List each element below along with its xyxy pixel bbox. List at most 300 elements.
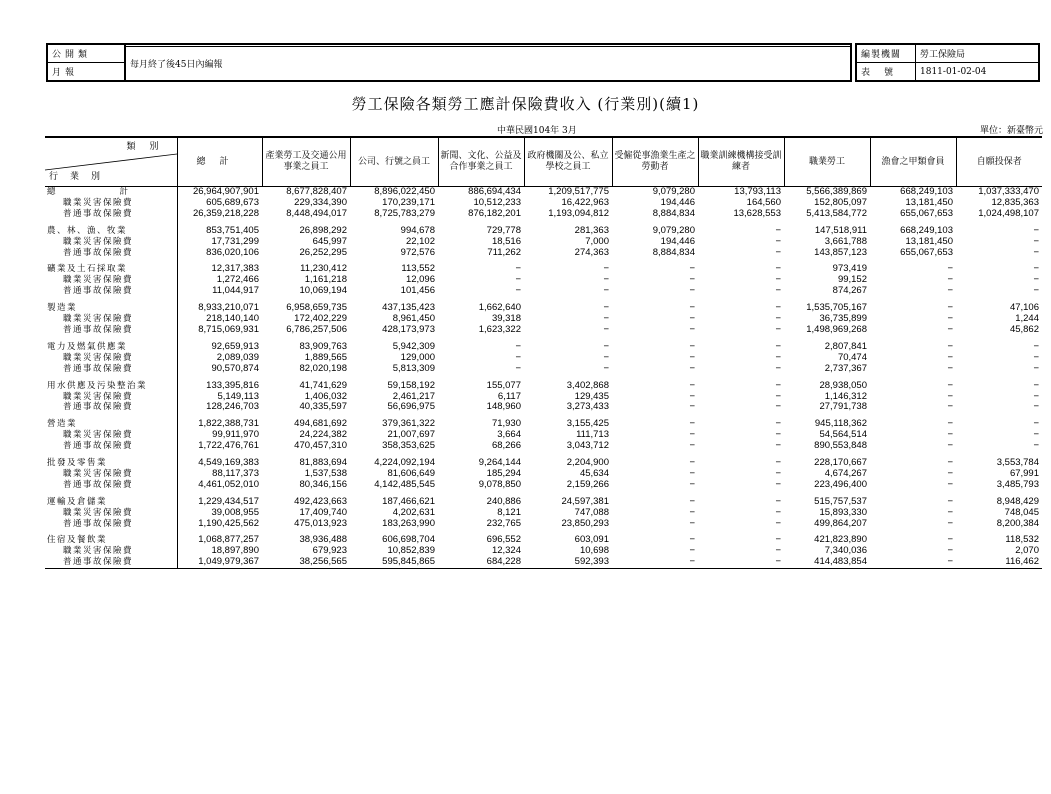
value-cell: 5,413,584,772 bbox=[806, 207, 867, 219]
value-cell: − bbox=[689, 362, 695, 374]
value-cell: 16,422,963 bbox=[561, 196, 609, 208]
premium-type-label: 普通事故保險費 bbox=[63, 402, 134, 413]
value-cell: 111,713 bbox=[576, 429, 609, 441]
value-cell: 994,678 bbox=[400, 224, 435, 236]
value-cell: 358,353,625 bbox=[382, 440, 435, 452]
value-cell: 3,485,793 bbox=[996, 478, 1039, 490]
value-cell: − bbox=[775, 506, 781, 518]
value-cell: 5,566,389,869 bbox=[806, 186, 867, 197]
header-label-agency: 編製機關 bbox=[857, 45, 916, 63]
value-cell: 70,474 bbox=[837, 351, 867, 363]
value-cell: 4,224,092,194 bbox=[374, 457, 435, 469]
value-cell: 194,446 bbox=[660, 196, 695, 208]
value-cell: 3,664 bbox=[497, 429, 521, 441]
value-cell: 8,448,494,017 bbox=[286, 207, 347, 219]
industry-name: 總計 bbox=[47, 187, 193, 197]
value-cell: − bbox=[689, 534, 695, 546]
value-cell: − bbox=[689, 379, 695, 391]
value-cell: 4,142,485,545 bbox=[374, 478, 435, 490]
value-cell: − bbox=[689, 285, 695, 297]
value-cell: 26,964,907,901 bbox=[177, 187, 262, 198]
value-cell: 606,698,704 bbox=[382, 534, 435, 546]
value-cell: 379,361,322 bbox=[382, 418, 435, 430]
industry-name: 製造業 bbox=[47, 303, 78, 314]
value-cell: 17,409,740 bbox=[299, 506, 347, 518]
table-row bbox=[45, 535, 1042, 546]
value-cell: − bbox=[603, 285, 609, 297]
value-cell: 82,020,198 bbox=[299, 362, 347, 374]
value-cell: − bbox=[1033, 340, 1039, 352]
value-cell: 59,158,192 bbox=[387, 379, 435, 391]
value-cell: 4,461,052,010 bbox=[177, 480, 262, 491]
value-cell: − bbox=[775, 401, 781, 413]
value-cell: − bbox=[775, 340, 781, 352]
value-cell: 9,079,280 bbox=[652, 186, 695, 197]
value-cell: 22,102 bbox=[405, 235, 435, 247]
value-cell: 83,909,763 bbox=[299, 340, 347, 352]
value-cell: 24,597,381 bbox=[561, 495, 609, 507]
value-cell: − bbox=[603, 313, 609, 325]
value-cell: − bbox=[689, 440, 695, 452]
value-cell: 1,229,434,517 bbox=[177, 497, 262, 508]
value-cell: 155,077 bbox=[486, 379, 521, 391]
premium-type-label: 職業災害保險費 bbox=[63, 236, 134, 247]
value-cell: 12,835,363 bbox=[991, 196, 1039, 208]
value-cell: − bbox=[689, 506, 695, 518]
value-cell: − bbox=[947, 418, 953, 430]
value-cell: 5,813,309 bbox=[392, 362, 435, 374]
value-cell: − bbox=[775, 440, 781, 452]
value-cell: 8,725,783,279 bbox=[374, 207, 435, 219]
value-cell: − bbox=[689, 495, 695, 507]
value-cell: − bbox=[1033, 285, 1039, 297]
value-cell: 13,628,553 bbox=[733, 207, 781, 219]
value-cell: 170,239,171 bbox=[382, 196, 435, 208]
industry-name: 批發及零售業 bbox=[47, 458, 108, 469]
premium-type-label: 職業災害保險費 bbox=[63, 507, 134, 518]
value-cell: 3,155,425 bbox=[566, 418, 609, 430]
value-cell: 148,960 bbox=[486, 401, 521, 413]
value-cell: 853,751,405 bbox=[177, 226, 262, 237]
value-cell: 876,182,201 bbox=[468, 207, 521, 219]
table-row bbox=[45, 392, 1042, 403]
table-row bbox=[45, 237, 1042, 248]
value-cell: 1,146,312 bbox=[824, 390, 867, 402]
premium-type-label: 職業災害保險費 bbox=[63, 430, 134, 441]
value-cell: 945,118,362 bbox=[814, 418, 867, 430]
value-cell: − bbox=[689, 545, 695, 557]
value-cell: 668,249,103 bbox=[900, 224, 953, 236]
column-header: 總計 bbox=[177, 137, 262, 187]
value-cell: − bbox=[1033, 390, 1039, 402]
header-left-values bbox=[125, 43, 852, 82]
value-cell: 668,249,103 bbox=[900, 186, 953, 197]
value-cell: 38,256,565 bbox=[262, 557, 350, 568]
table-row bbox=[45, 557, 1042, 568]
value-cell: − bbox=[689, 517, 695, 529]
value-cell: − bbox=[689, 429, 695, 441]
value-cell: 8,884,834 bbox=[652, 246, 695, 258]
corner-cell bbox=[45, 137, 177, 187]
value-cell: 8,677,828,407 bbox=[286, 186, 347, 197]
value-cell: 81,606,649 bbox=[387, 467, 435, 479]
value-cell: 475,013,923 bbox=[294, 517, 347, 529]
value-cell: 118,532 bbox=[1005, 534, 1039, 546]
value-cell: 1,822,388,731 bbox=[177, 419, 262, 430]
industry-name: 用水供應及污染整治業 bbox=[47, 380, 148, 391]
value-cell: 1,244 bbox=[1015, 313, 1039, 325]
value-cell: 71,930 bbox=[491, 418, 521, 430]
value-cell: − bbox=[947, 390, 953, 402]
value-cell: − bbox=[947, 534, 953, 546]
value-cell: − bbox=[603, 362, 609, 374]
value-cell: 24,224,382 bbox=[299, 429, 347, 441]
table-row bbox=[45, 430, 1042, 441]
value-cell: 129,000 bbox=[400, 351, 435, 363]
table-row bbox=[45, 275, 1042, 286]
value-cell: − bbox=[947, 323, 953, 335]
value-cell: − bbox=[689, 351, 695, 363]
value-cell: 54,564,514 bbox=[819, 429, 867, 441]
value-cell: 1,049,979,367 bbox=[177, 557, 262, 568]
value-cell: 18,897,890 bbox=[177, 546, 262, 557]
premium-type-label: 普通事故保險費 bbox=[63, 208, 134, 219]
value-cell: − bbox=[947, 478, 953, 490]
value-cell: 80,346,156 bbox=[299, 478, 347, 490]
value-cell: 1,272,466 bbox=[177, 275, 262, 286]
value-cell: 886,694,434 bbox=[468, 186, 521, 197]
table-row bbox=[45, 303, 1042, 314]
insurance-premium-table bbox=[45, 136, 1042, 569]
column-header: 受僱從事漁業生產之勞動者 bbox=[612, 137, 698, 187]
value-cell: 36,735,899 bbox=[819, 313, 867, 325]
value-cell: − bbox=[603, 263, 609, 275]
value-cell: 428,173,973 bbox=[382, 323, 435, 335]
value-cell: − bbox=[775, 351, 781, 363]
value-cell: − bbox=[947, 285, 953, 297]
value-cell: − bbox=[1033, 429, 1039, 441]
value-cell: 10,069,194 bbox=[299, 285, 347, 297]
value-cell: 645,997 bbox=[312, 235, 347, 247]
table-body bbox=[45, 187, 1042, 569]
value-cell: 4,202,631 bbox=[392, 506, 435, 518]
value-cell: 2,461,217 bbox=[392, 390, 435, 402]
value-cell: − bbox=[1033, 351, 1039, 363]
value-cell: − bbox=[1033, 440, 1039, 452]
value-cell: 10,698 bbox=[579, 545, 609, 557]
value-cell: 8,933,210,071 bbox=[177, 303, 262, 314]
value-cell: − bbox=[603, 323, 609, 335]
value-cell: 8,200,384 bbox=[996, 517, 1039, 529]
corner-industry-label: 行業別 bbox=[49, 172, 113, 182]
value-cell: 152,805,097 bbox=[814, 196, 867, 208]
value-cell: 492,423,663 bbox=[294, 495, 347, 507]
value-cell: 5,149,113 bbox=[177, 392, 262, 403]
value-cell: 218,140,140 bbox=[177, 314, 262, 325]
value-cell: 88,117,373 bbox=[177, 469, 262, 480]
value-cell: 1,535,705,167 bbox=[806, 302, 867, 314]
value-cell: − bbox=[775, 224, 781, 236]
value-cell: 232,765 bbox=[486, 517, 521, 529]
value-cell: 972,576 bbox=[400, 246, 435, 258]
value-cell: − bbox=[612, 557, 698, 568]
table-header-row bbox=[45, 137, 1042, 187]
value-cell: 6,958,659,735 bbox=[286, 302, 347, 314]
premium-type-label: 職業災害保險費 bbox=[63, 546, 134, 557]
value-cell: 9,264,144 bbox=[478, 457, 521, 469]
premium-type-label: 職業災害保險費 bbox=[63, 197, 134, 208]
table-row bbox=[45, 519, 1042, 530]
header-right bbox=[855, 43, 1040, 82]
value-cell: − bbox=[689, 390, 695, 402]
value-cell: 45,862 bbox=[1009, 323, 1039, 335]
value-cell: 172,402,229 bbox=[294, 313, 347, 325]
premium-type-label: 職業災害保險費 bbox=[63, 468, 134, 479]
value-cell: − bbox=[947, 362, 953, 374]
value-cell: 1,498,969,268 bbox=[806, 323, 867, 335]
value-cell: − bbox=[775, 285, 781, 297]
value-cell: 18,516 bbox=[491, 235, 521, 247]
value-cell: − bbox=[775, 323, 781, 335]
value-cell: 2,737,367 bbox=[824, 362, 867, 374]
column-header: 漁會之甲類會員 bbox=[870, 137, 956, 187]
value-cell: 1,037,333,470 bbox=[978, 186, 1039, 197]
value-cell: 1,068,877,257 bbox=[177, 535, 262, 546]
value-cell: − bbox=[689, 467, 695, 479]
value-cell: 1,537,538 bbox=[304, 467, 347, 479]
table-row bbox=[45, 187, 1042, 198]
value-cell: 129,435 bbox=[574, 390, 609, 402]
table-row bbox=[45, 264, 1042, 275]
column-header: 職業勞工 bbox=[784, 137, 870, 187]
value-cell: − bbox=[947, 351, 953, 363]
value-cell: − bbox=[947, 429, 953, 441]
value-cell: 7,340,036 bbox=[824, 545, 867, 557]
value-cell: 10,512,233 bbox=[473, 196, 521, 208]
value-cell: − bbox=[775, 517, 781, 529]
value-cell: 1,161,218 bbox=[304, 274, 347, 286]
value-cell: 470,457,310 bbox=[294, 440, 347, 452]
value-cell: 99,152 bbox=[837, 274, 867, 286]
value-cell: 11,044,917 bbox=[177, 286, 262, 297]
value-cell: 4,549,169,383 bbox=[177, 458, 262, 469]
premium-type-label: 職業災害保險費 bbox=[63, 314, 134, 325]
value-cell: 8,715,069,931 bbox=[177, 325, 262, 336]
value-cell: 12,096 bbox=[405, 274, 435, 286]
currency-unit: 單位：新臺幣元 bbox=[979, 126, 1043, 136]
value-cell: 8,961,450 bbox=[392, 313, 435, 325]
value-cell: − bbox=[1033, 224, 1039, 236]
value-cell: 143,857,123 bbox=[814, 246, 867, 258]
value-cell: − bbox=[947, 506, 953, 518]
table-row bbox=[45, 248, 1042, 259]
value-cell: − bbox=[689, 457, 695, 469]
value-cell: − bbox=[689, 323, 695, 335]
value-cell: 68,266 bbox=[491, 440, 521, 452]
value-cell: 39,008,955 bbox=[177, 508, 262, 519]
value-cell: 1,406,032 bbox=[304, 390, 347, 402]
table-row bbox=[45, 286, 1042, 297]
value-cell: 40,335,597 bbox=[299, 401, 347, 413]
value-cell: − bbox=[775, 478, 781, 490]
value-cell: − bbox=[689, 478, 695, 490]
value-cell: 3,273,433 bbox=[566, 401, 609, 413]
value-cell: 116,462 bbox=[956, 557, 1042, 568]
value-cell: 5,942,309 bbox=[392, 340, 435, 352]
value-cell: 2,089,039 bbox=[177, 353, 262, 364]
value-cell: 185,294 bbox=[486, 467, 521, 479]
column-header: 自願投保者 bbox=[956, 137, 1042, 187]
value-cell: 10,852,839 bbox=[387, 545, 435, 557]
value-cell: − bbox=[775, 495, 781, 507]
value-cell: 603,091 bbox=[574, 534, 609, 546]
value-cell: − bbox=[775, 313, 781, 325]
value-cell: 11,230,412 bbox=[300, 263, 347, 275]
value-cell: 655,067,653 bbox=[900, 246, 953, 258]
value-cell: 2,807,841 bbox=[824, 340, 867, 352]
value-cell: 874,267 bbox=[832, 285, 867, 297]
value-cell: − bbox=[947, 302, 953, 314]
value-cell: − bbox=[689, 401, 695, 413]
value-cell: 281,363 bbox=[574, 224, 609, 236]
value-cell: 595,845,865 bbox=[350, 557, 438, 568]
value-cell: 47,106 bbox=[1009, 302, 1039, 314]
value-cell: 890,553,848 bbox=[814, 440, 867, 452]
value-cell: 21,007,697 bbox=[387, 429, 435, 441]
value-cell: 592,393 bbox=[524, 557, 612, 568]
industry-name: 住宿及餐飲業 bbox=[47, 535, 108, 546]
value-cell: 696,552 bbox=[486, 534, 521, 546]
industry-name: 電力及燃氣供應業 bbox=[47, 341, 128, 352]
value-cell: 748,045 bbox=[1004, 506, 1039, 518]
value-cell: − bbox=[947, 495, 953, 507]
value-cell: − bbox=[947, 263, 953, 275]
table-row bbox=[45, 381, 1042, 392]
value-cell: − bbox=[775, 362, 781, 374]
header-left-labels bbox=[46, 43, 126, 82]
report-period: 中華民國104年 3月 bbox=[497, 126, 577, 136]
value-cell: − bbox=[1033, 401, 1039, 413]
header-label-table-no: 表號 bbox=[857, 63, 916, 81]
value-cell: 437,135,423 bbox=[382, 302, 435, 314]
value-cell: 39,318 bbox=[491, 313, 521, 325]
value-cell: 494,681,692 bbox=[294, 418, 347, 430]
value-cell: 4,674,267 bbox=[824, 467, 867, 479]
table-row bbox=[45, 480, 1042, 491]
value-cell: 274,363 bbox=[574, 246, 609, 258]
value-cell: − bbox=[1033, 274, 1039, 286]
value-cell: 147,518,911 bbox=[814, 224, 867, 236]
value-cell: − bbox=[775, 545, 781, 557]
premium-type-label: 普通事故保險費 bbox=[63, 441, 134, 452]
value-cell: 240,886 bbox=[486, 495, 521, 507]
header-value-table-no: 1811-01-02-04 bbox=[916, 63, 1039, 81]
value-cell: 229,334,390 bbox=[294, 196, 347, 208]
value-cell: 2,070 bbox=[1015, 545, 1039, 557]
value-cell: 27,791,738 bbox=[819, 401, 867, 413]
value-cell: − bbox=[947, 379, 953, 391]
table-row bbox=[45, 314, 1042, 325]
value-cell: 605,689,673 bbox=[177, 198, 262, 209]
value-cell: 2,204,900 bbox=[566, 457, 609, 469]
value-cell: − bbox=[689, 263, 695, 275]
value-cell: − bbox=[689, 302, 695, 314]
value-cell: − bbox=[947, 457, 953, 469]
value-cell: − bbox=[947, 467, 953, 479]
value-cell: 8,948,429 bbox=[996, 495, 1039, 507]
premium-type-label: 普通事故保險費 bbox=[63, 247, 134, 258]
table-row bbox=[45, 364, 1042, 375]
value-cell: 92,659,913 bbox=[177, 342, 262, 353]
value-cell: − bbox=[698, 557, 784, 568]
value-cell: 28,938,050 bbox=[819, 379, 867, 391]
value-cell: − bbox=[603, 351, 609, 363]
value-cell: 133,395,816 bbox=[177, 381, 262, 392]
value-cell: 421,823,890 bbox=[814, 534, 867, 546]
value-cell: 679,923 bbox=[312, 545, 347, 557]
value-cell: 499,864,207 bbox=[814, 517, 867, 529]
value-cell: − bbox=[775, 429, 781, 441]
value-cell: 711,262 bbox=[487, 246, 521, 258]
page-title: 勞工保險各類勞工應計保險費收入 (行業別)(續1) bbox=[351, 95, 700, 113]
value-cell: 7,000 bbox=[585, 235, 609, 247]
value-cell: 1,662,640 bbox=[478, 302, 521, 314]
value-cell: − bbox=[603, 340, 609, 352]
value-cell: 6,117 bbox=[497, 390, 521, 402]
column-header: 產業勞工及交通公用事業之員工 bbox=[262, 137, 350, 187]
header-value-monthly: 每月終了後45日內編報 bbox=[126, 47, 851, 81]
table-row bbox=[45, 353, 1042, 364]
value-cell: − bbox=[775, 390, 781, 402]
value-cell: − bbox=[515, 274, 521, 286]
value-cell: 9,079,280 bbox=[652, 224, 695, 236]
value-cell: − bbox=[870, 557, 956, 568]
value-cell: 164,560 bbox=[746, 196, 781, 208]
value-cell: − bbox=[775, 302, 781, 314]
value-cell: 3,402,868 bbox=[566, 379, 609, 391]
industry-name: 礦業及土石採取業 bbox=[47, 264, 128, 275]
value-cell: − bbox=[515, 351, 521, 363]
value-cell: 747,088 bbox=[574, 506, 609, 518]
table-row bbox=[45, 402, 1042, 413]
value-cell: − bbox=[775, 457, 781, 469]
value-cell: 1,722,476,761 bbox=[177, 441, 262, 452]
value-cell: 1,190,425,562 bbox=[177, 519, 262, 530]
value-cell: − bbox=[775, 246, 781, 258]
value-cell: 13,793,113 bbox=[734, 186, 781, 197]
table-row bbox=[45, 342, 1042, 353]
table-row bbox=[45, 441, 1042, 452]
value-cell: 515,757,537 bbox=[814, 495, 867, 507]
value-cell: 2,159,266 bbox=[566, 478, 609, 490]
value-cell: 13,181,450 bbox=[905, 196, 953, 208]
column-header: 職業訓練機構接受訓練者 bbox=[698, 137, 784, 187]
corner-category-label: 類別 bbox=[126, 142, 173, 152]
value-cell: − bbox=[775, 534, 781, 546]
table-row bbox=[45, 458, 1042, 469]
value-cell: 113,552 bbox=[401, 263, 435, 275]
value-cell: 187,466,621 bbox=[382, 495, 435, 507]
value-cell: − bbox=[1033, 246, 1039, 258]
premium-type-label: 職業災害保險費 bbox=[63, 275, 134, 286]
value-cell: 3,661,788 bbox=[824, 235, 867, 247]
table-row bbox=[45, 469, 1042, 480]
premium-type-label: 普通事故保險費 bbox=[45, 557, 177, 568]
value-cell: 26,898,292 bbox=[299, 224, 347, 236]
value-cell: 67,991 bbox=[1009, 467, 1039, 479]
value-cell: − bbox=[1033, 418, 1039, 430]
premium-type-label: 普通事故保險費 bbox=[63, 479, 134, 490]
